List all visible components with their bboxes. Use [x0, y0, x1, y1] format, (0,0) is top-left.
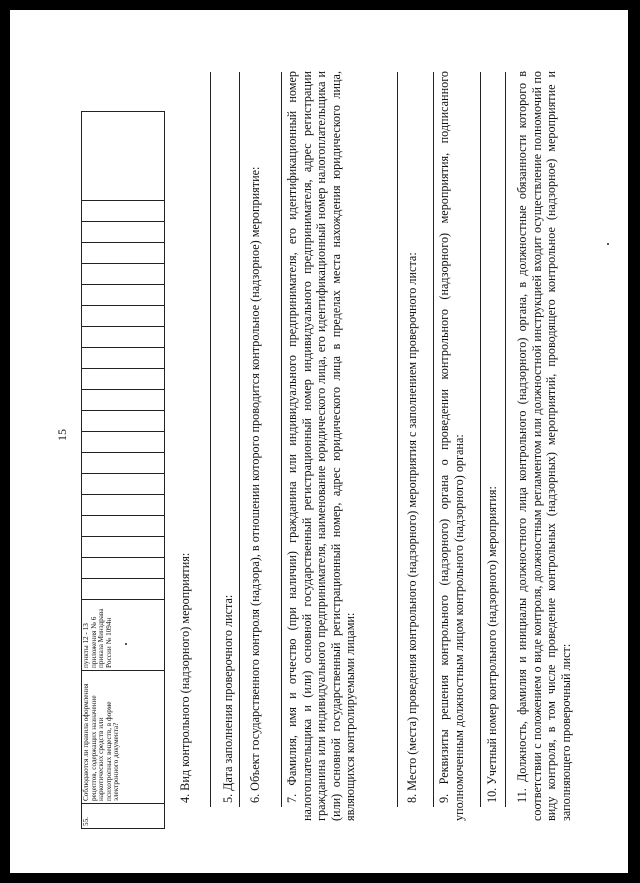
answer-cell [82, 201, 165, 222]
answer-cell [82, 306, 165, 327]
page-number: 15 [55, 429, 69, 441]
fill-line [505, 72, 506, 807]
checklist-table [81, 111, 165, 829]
answer-cell [82, 327, 165, 348]
item-6: 6. Объект государственного контроля (надзора), в отношении которого проводится контрольное (надзорное) мероприятие: [248, 166, 262, 803]
item-7: 7. Фамилия, имя и отчество (при наличии) гражданина или индивидуального предпринимателя, его идентификационный номер налогоплательщика и (или) основной государственный регистрационный номер индивидуального предпринимателя, адрес регистрации гражданина или индивидуального предпринимателя, наименование юридического лица, его идентификационный номер налогоплательщика и (или) основной государственный регистрационный номер, адрес юридического лица в пределах места нахождения юридического лица, являющихся контролируемыми лицами: [285, 71, 358, 821]
item-10: 10. Учетный номер контрольного (надзорного) мероприятия: [485, 486, 499, 803]
fill-line [210, 72, 211, 807]
answer-cell [82, 222, 165, 243]
document-page [10, 10, 628, 873]
fill-line [281, 72, 282, 807]
answer-cell [82, 264, 165, 285]
rotated-content [15, 15, 615, 855]
answer-cell [82, 285, 165, 306]
answer-cell [82, 453, 165, 474]
answer-cell [82, 495, 165, 516]
answer-cell [82, 411, 165, 432]
item-9: 9. Реквизиты решения контрольного (надзорного) органа о проведении контрольного (надзорного) мероприятия, подписанного уполномоченным должностным лицом контрольного (надзорного) органа: [437, 71, 466, 821]
row-question: Соблюдаются ли правила оформления рецептов, содержащих назначение наркотических средств или психотропных веществ, в форме электронного документа? [82, 671, 165, 804]
answer-cell [82, 348, 165, 369]
answer-cell [82, 432, 165, 453]
item-5: 5. Дата заполнения проверочного листа: [221, 594, 235, 803]
answer-cell [82, 537, 165, 558]
fill-line [397, 72, 398, 807]
item-8: 8. Место (места) проведения контрольного (надзорного) мероприятия с заполнением проверочного листа: [405, 252, 419, 803]
answer-cell [82, 243, 165, 264]
scan-speck [125, 643, 127, 645]
answer-cell [82, 579, 165, 600]
fill-line [433, 72, 434, 807]
item-4: 4. Вид контрольного (надзорного) мероприятия: [178, 552, 192, 803]
answer-cell [82, 516, 165, 537]
answer-cell [82, 558, 165, 579]
answer-cell [82, 369, 165, 390]
scan-speck [607, 243, 609, 245]
table-row [82, 112, 165, 829]
row-reference: пункты 12 - 13 приложения № 6 приказа Минздрава России № 1094н [82, 600, 165, 671]
answer-cell [82, 390, 165, 411]
fill-line [239, 72, 240, 807]
answer-cell [82, 474, 165, 495]
item-11: 11. Должность, фамилия и инициалы должностного лица контрольного (надзорного) органа, в должностные обязанности которого в соответствии с положением о виде контроля, должностным регламентом или должностной инструкцией входит осуществление полномочий по виду контроля, в том числе проведение контрольных (надзорных) мероприятий, проводящего контрольное (надзорное) мероприятие и заполняющего проверочный лист: [515, 71, 573, 821]
notes-cell [82, 112, 165, 201]
fill-line [480, 72, 481, 807]
row-number: 55. [82, 804, 165, 829]
